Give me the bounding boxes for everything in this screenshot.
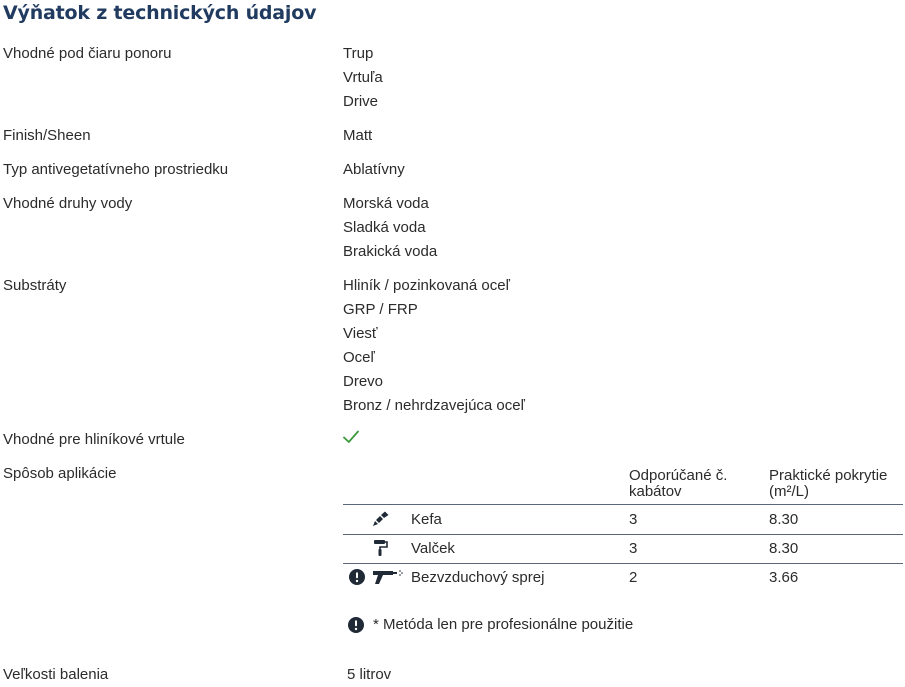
spec-value: Vrtuľa [343,69,383,86]
spec-value: Trup [343,45,374,62]
warning-icon [349,569,365,585]
spec-value: Brakická voda [343,243,438,260]
spec-value: Hliník / pozinkovaná oceľ [343,277,510,294]
spec-label-pack-sizes: Veľkosti balenia [3,666,109,683]
method-name: Valček [411,540,455,557]
spec-value: GRP / FRP [343,301,418,318]
brush-icon [371,510,391,528]
spec-label-waterline: Vhodné pod čiaru ponoru [3,45,172,62]
table-row [343,534,903,564]
coverage-value: 8.30 [769,511,799,528]
spray-gun-icon [371,568,405,586]
warning-icon [348,617,364,633]
column-header-coats: Odporúčané č. kabátov [629,467,728,500]
spec-value: Drive [343,93,379,110]
spec-value: Matt [343,127,373,144]
column-header-coverage-unit: (m²/L) [769,483,809,500]
table-row [343,505,903,535]
table-row [343,563,903,592]
coats-value: 2 [629,569,638,586]
spec-label-water-types: Vhodné druhy vody [3,195,133,212]
spec-value: Morská voda [343,195,429,212]
coverage-value: 3.66 [769,569,799,586]
coats-value: 3 [629,540,638,557]
method-name: Bezvzduchový sprej [411,569,545,586]
spec-label-aluminium-propellers: Vhodné pre hliníkové vrtule [3,431,185,448]
spec-value: Bronz / nehrdzavejúca oceľ [343,397,525,414]
spec-label-antifouling-type: Typ antivegetatívneho prostriedku [3,161,229,178]
spec-values-waterline [343,42,383,114]
note-text: * Metóda len pre profesionálne použitie [373,616,634,633]
spec-value: Viesť [343,325,378,342]
spec-label-substrates: Substráty [3,277,67,294]
spec-value: 5 litrov [347,666,392,683]
checkmark-icon [343,430,359,444]
spec-value: Oceľ [343,349,375,366]
spec-value: Drevo [343,373,384,390]
spec-values-finish [343,124,372,148]
coats-value: 3 [629,511,638,528]
page-title: Výňatok z technických údajov [3,2,317,24]
spec-value: Ablatívny [343,161,405,178]
roller-icon [371,539,391,557]
spec-label-application-method: Spôsob aplikácie [3,465,117,482]
method-name: Kefa [411,511,442,528]
spec-values-water-types [343,192,437,264]
spec-values-antifouling-type [343,158,405,182]
column-header-coverage [769,468,903,500]
spec-label-finish: Finish/Sheen [3,127,91,144]
coverage-value: 8.30 [769,540,799,557]
spec-value: Sladká voda [343,219,426,236]
spec-values-substrates [343,274,525,418]
spec-values-pack-sizes [347,663,391,687]
column-header-coverage-label: Praktické pokrytie [769,467,888,484]
